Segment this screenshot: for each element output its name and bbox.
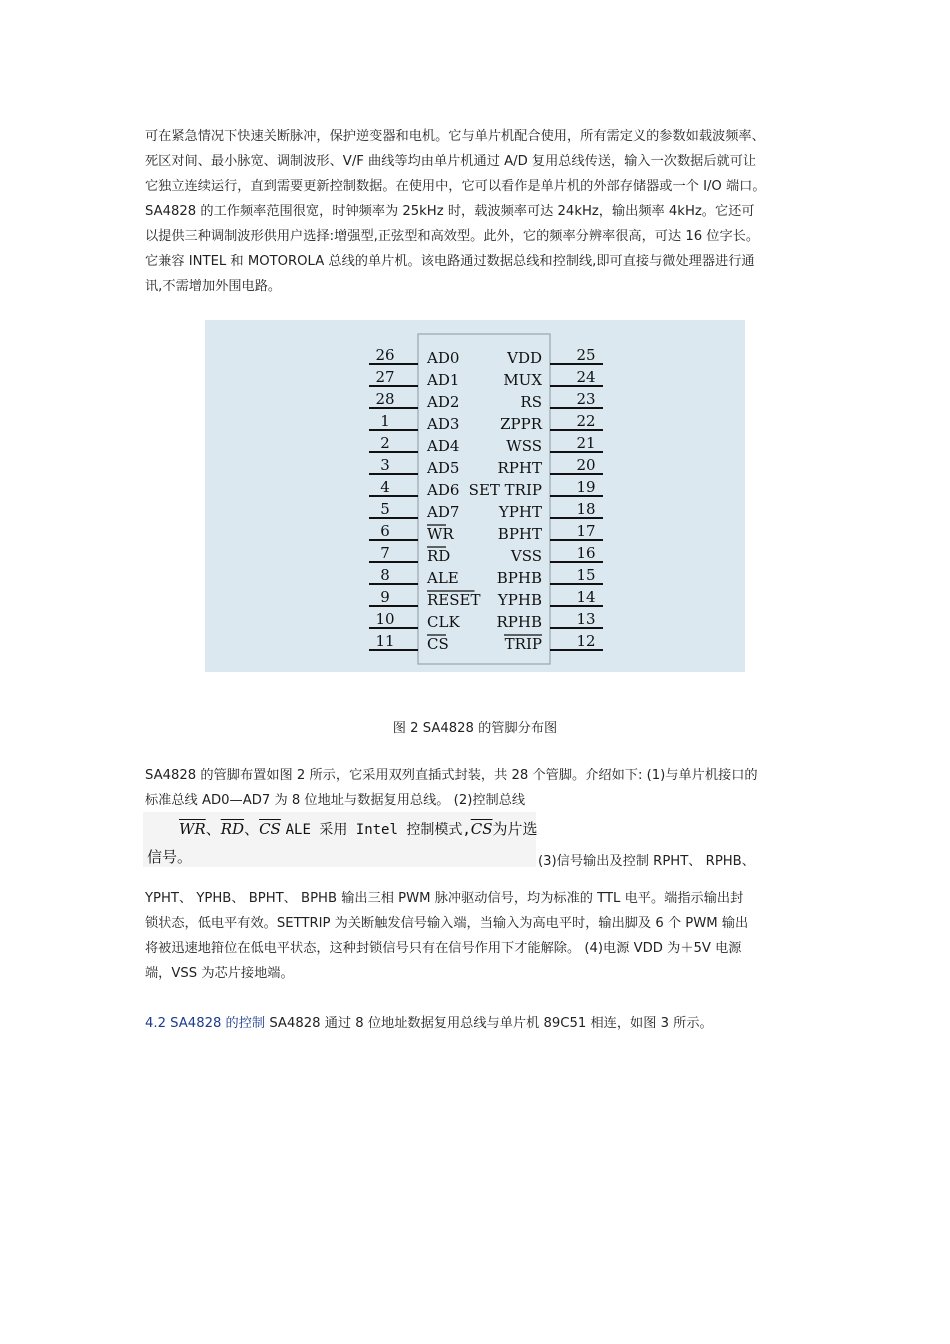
pin-label: AD4 xyxy=(427,437,460,455)
pin-label: AD7 xyxy=(427,503,460,521)
separator: 、 xyxy=(205,820,221,838)
section-text: SA4828 通过 8 位地址数据复用总线与单片机 89C51 相连，如图 3 所示。 xyxy=(265,1016,713,1031)
pin-number: 7 xyxy=(380,544,390,562)
pin-label: RD xyxy=(427,547,451,565)
inline-text: ALE 采用 Intel 控制模式, xyxy=(285,822,471,838)
text-line: 讯,不需增加外围电路。 xyxy=(145,279,282,294)
pin-number: 17 xyxy=(576,522,596,540)
pin-number: 6 xyxy=(380,522,390,540)
intro-paragraph xyxy=(145,124,810,299)
pin-label: AD5 xyxy=(427,459,460,477)
pin-number: 22 xyxy=(576,412,596,430)
pin-number: 10 xyxy=(375,610,395,628)
text-line: 它独立连续运行，直到需要更新控制数据。在使用中，它可以看作是单片机的外部存储器或一个 I/O 端口。 xyxy=(145,179,766,194)
pin-label: AD3 xyxy=(427,415,460,433)
text-line: 端，VSS 为芯片接地端。 xyxy=(145,966,294,981)
figure-caption: 图 2 SA4828 的管脚分布图 xyxy=(392,721,558,736)
pin-number: 19 xyxy=(576,478,596,496)
text-line: 以提供三种调制波形供用户选择:增强型,正弦型和高效型。此外，它的频率分辨率很高，可达 16 位字长。 xyxy=(145,229,760,244)
text-line: 锁状态，低电平有效。SETTRIP 为关断触发信号输入端，当输入为高电平时，输出脚及 6 个 PWM 输出 xyxy=(145,916,749,931)
pin-label: MUX xyxy=(503,371,542,389)
pin-number: 25 xyxy=(576,346,596,364)
pin-number: 13 xyxy=(576,610,596,628)
pin-number: 3 xyxy=(380,456,390,474)
pin-label: AD0 xyxy=(427,349,460,367)
pin-label: YPHT xyxy=(498,503,542,521)
inline-line-2: 信号。 xyxy=(147,848,193,866)
pin-label: RPHT xyxy=(497,459,542,477)
text-line: 将被迅速地箝位在低电平状态，这种封锁信号只有在信号作用下才能解除。 (4)电源 VDD 为＋5V 电源 xyxy=(145,941,742,956)
inline-text: 为片选 xyxy=(492,820,538,838)
pin-number: 16 xyxy=(576,544,596,562)
pin-number: 20 xyxy=(576,456,596,474)
text-line: 标准总线 AD0—AD7 为 8 位地址与数据复用总线。 (2)控制总线 xyxy=(145,793,526,808)
pin-label: WR xyxy=(427,525,454,543)
pin-number: 5 xyxy=(380,500,390,518)
pin-description-paragraph xyxy=(145,763,810,813)
pin-label: AD6 xyxy=(427,481,460,499)
text-line: SA4828 的工作频率范围很宽，时钟频率为 25kHz 时，载波频率可达 24kHz，输出频率 4kHz。它还可 xyxy=(145,204,755,219)
pin-label: WSS xyxy=(506,437,542,455)
pinout-figure xyxy=(205,320,745,672)
text-line: 可在紧急情况下快速关断脉冲，保护逆变器和电机。它与单片机配合使用，所有需定义的参数如载波频率、 xyxy=(145,129,765,144)
pin-number: 14 xyxy=(576,588,596,606)
control-bus-inline-image xyxy=(143,812,536,867)
pin-label: AD2 xyxy=(427,393,460,411)
pin-label: BPHT xyxy=(497,525,542,543)
pin-number: 9 xyxy=(380,588,390,606)
pin-number: 28 xyxy=(375,390,395,408)
text-line: YPHT、 YPHB、 BPHT、 BPHB 输出三相 PWM 脉冲驱动信号，均为标准的 TTL 电平。端指示输出封 xyxy=(145,891,744,906)
text-line: 死区对间、最小脉宽、调制波形、V/F 曲线等均由单片机通过 A/D 复用总线传送，输入一次数据后就可让 xyxy=(145,154,757,169)
pin-number: 4 xyxy=(380,478,390,496)
pin-label: SET TRIP xyxy=(468,481,542,499)
pin-number: 15 xyxy=(576,566,596,584)
cs-signal: $\overline{CS}$ xyxy=(259,820,281,838)
pin-number: 2 xyxy=(380,434,390,452)
pin-label: RS xyxy=(520,393,542,411)
text-line: SA4828 的管脚布置如图 2 所示，它采用双列直插式封装，共 28 个管脚。介绍如下: (1)与单片机接口的 xyxy=(145,768,758,783)
pin-number: 1 xyxy=(380,412,390,430)
pin-label: BPHB xyxy=(496,569,542,587)
pin-label: VSS xyxy=(510,547,542,565)
pin-number: 24 xyxy=(576,368,596,386)
pin-number: 23 xyxy=(576,390,596,408)
wr-signal: $\overline{WR}$ xyxy=(179,820,206,838)
pin-label: RPHB xyxy=(496,613,542,631)
pin-label: CS xyxy=(427,635,449,653)
separator: 、 xyxy=(244,820,260,838)
rd-signal: $\overline{RD}$ xyxy=(220,820,245,838)
pin-label: CLK xyxy=(427,613,460,631)
pin-label: ALE xyxy=(427,569,459,587)
output-description-paragraph xyxy=(145,886,810,986)
signal-output-text: (3)信号输出及控制 RPHT、 RPHB、 xyxy=(538,854,755,869)
text-line: 它兼容 INTEL 和 MOTOROLA 总线的单片机。该电路通过数据总线和控制线,即可直接与微处理器进行通 xyxy=(145,254,755,269)
section-paragraph xyxy=(145,1011,810,1036)
pin-label: VDD xyxy=(507,349,542,367)
pin-label: YPHB xyxy=(497,591,542,609)
pinout-diagram xyxy=(205,320,745,672)
cs-signal: $\overline{CS}$ xyxy=(470,820,493,838)
pin-number: 11 xyxy=(375,632,395,650)
pin-label: TRIP xyxy=(504,635,542,653)
pin-number: 27 xyxy=(375,368,395,386)
pin-label: ZPPR xyxy=(500,415,542,433)
text-line xyxy=(145,1011,810,1036)
pin-number: 8 xyxy=(380,566,390,584)
pin-label: AD1 xyxy=(427,371,460,389)
inline-line-1 xyxy=(179,818,538,839)
pin-number: 18 xyxy=(576,500,596,518)
section-heading: 4.2 SA4828 的控制 xyxy=(145,1016,266,1031)
pin-number: 26 xyxy=(375,346,395,364)
pin-number: 12 xyxy=(576,632,596,650)
pin-label: RESET xyxy=(427,591,481,609)
pin-number: 21 xyxy=(576,434,596,452)
